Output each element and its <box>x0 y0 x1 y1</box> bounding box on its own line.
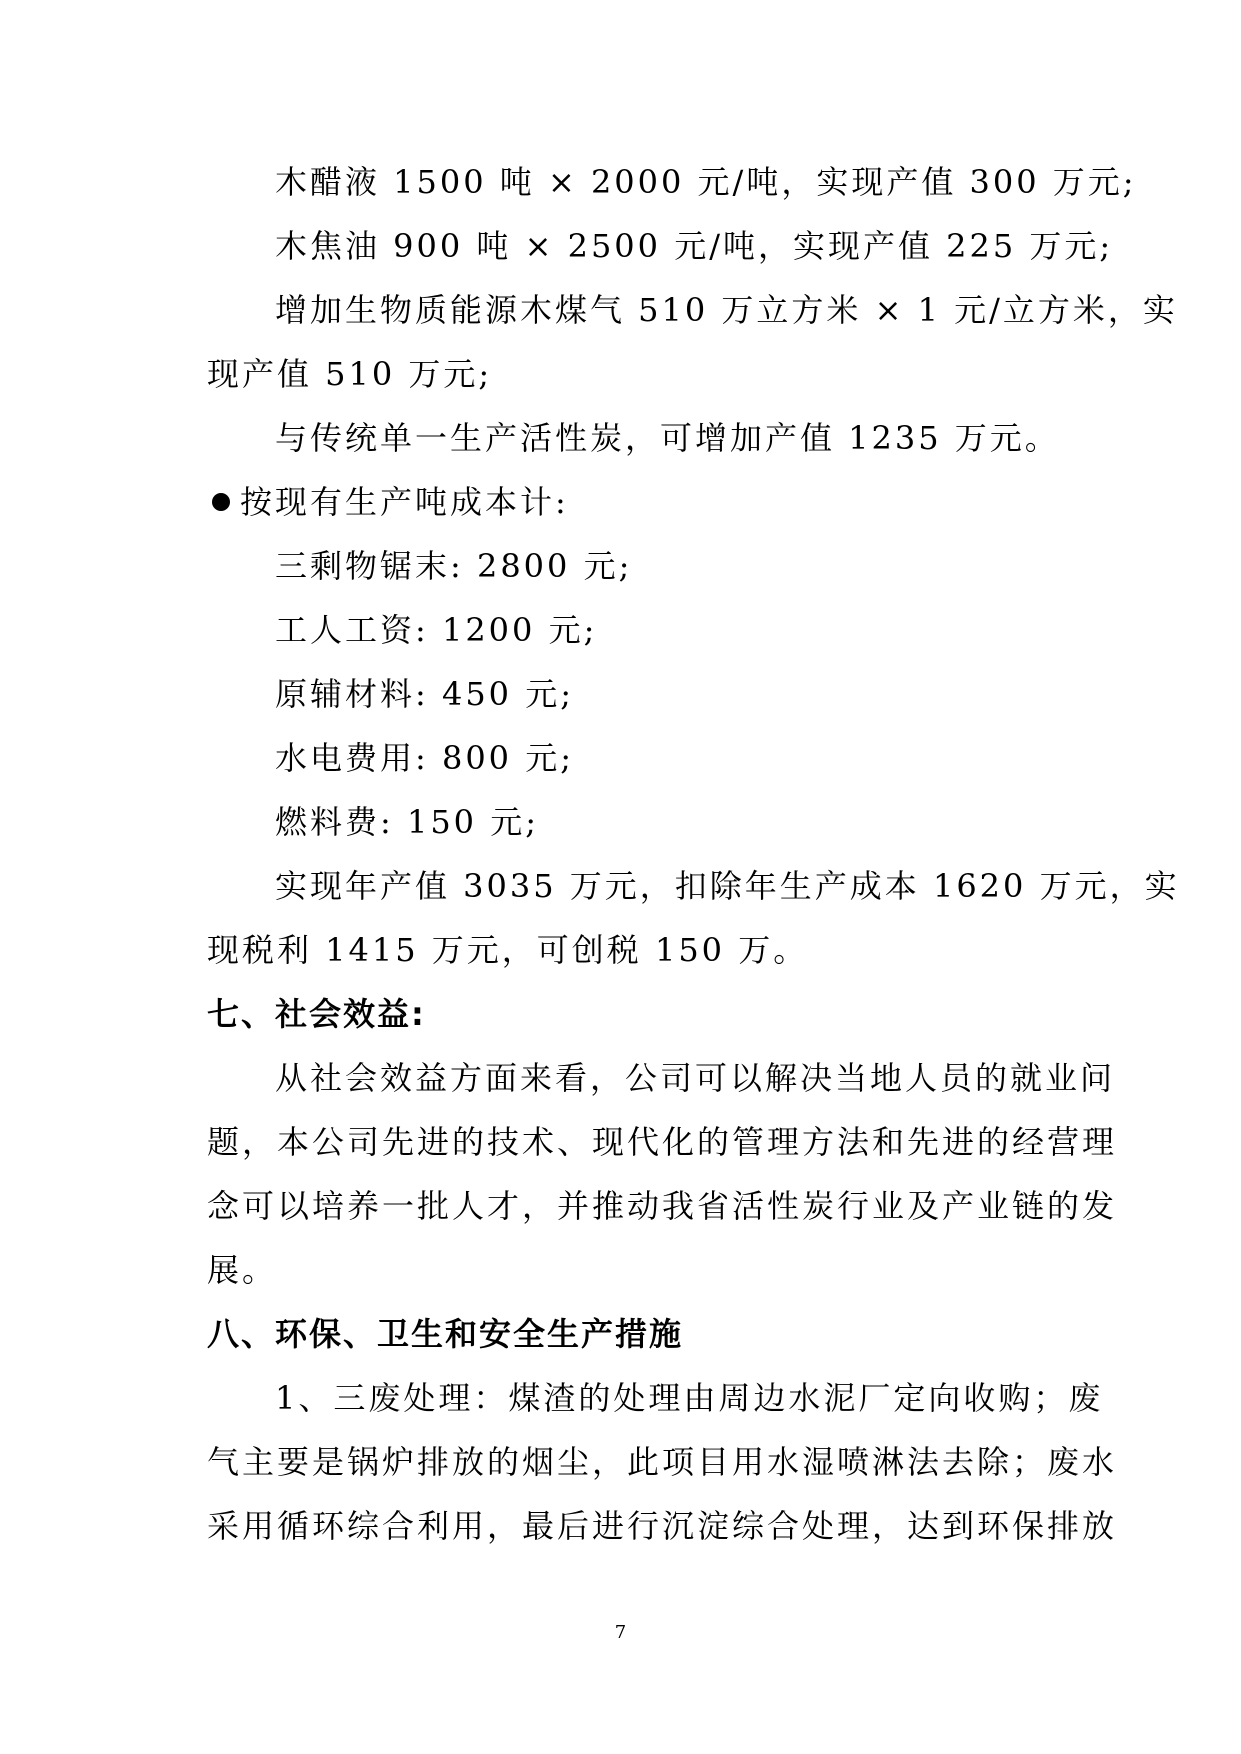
page-number: 7 <box>614 1622 627 1643</box>
cost-line: 原辅材料: 450 元; <box>275 675 574 713</box>
section-heading: 八、环保、卫生和安全生产措施 <box>207 1315 684 1353</box>
text-line: 气主要是锅炉排放的烟尘，此项目用水湿喷淋法去除；废水 <box>207 1443 1118 1481</box>
text-line: 增加生物质能源木煤气 510 万立方米 × 1 元/立方米，实 <box>275 291 1178 329</box>
cost-line: 工人工资: 1200 元; <box>275 611 598 649</box>
cost-line: 水电费用: 800 元; <box>275 739 574 777</box>
text-line: 1、三废处理：煤渣的处理由周边水泥厂定向收购；废 <box>275 1379 1104 1417</box>
text-line: 木焦油 900 吨 × 2500 元/吨，实现产值 225 万元; <box>275 227 1114 265</box>
section-heading: 七、社会效益: <box>207 995 426 1033</box>
bullet-icon <box>212 493 230 511</box>
text-line: 念可以培养一批人才，并推动我省活性炭行业及产业链的发 <box>207 1187 1118 1225</box>
text-line: 现税利 1415 万元，可创税 150 万。 <box>207 931 809 969</box>
bullet-text: 按现有生产吨成本计: <box>240 483 569 521</box>
cost-line: 燃料费: 150 元; <box>275 803 539 841</box>
cost-line: 三剩物锯末: 2800 元; <box>275 547 633 585</box>
text-line: 木醋液 1500 吨 × 2000 元/吨，实现产值 300 万元; <box>275 163 1137 201</box>
text-line: 从社会效益方面来看，公司可以解决当地人员的就业问 <box>275 1059 1116 1097</box>
text-line: 实现年产值 3035 万元，扣除年生产成本 1620 万元，实 <box>275 867 1180 905</box>
text-line: 现产值 510 万元; <box>207 355 493 393</box>
text-line: 题，本公司先进的技术、现代化的管理方法和先进的经营理 <box>207 1123 1118 1161</box>
bullet-item <box>212 482 569 522</box>
text-line: 展。 <box>207 1251 278 1289</box>
text-line: 与传统单一生产活性炭，可增加产值 1235 万元。 <box>275 419 1060 457</box>
text-line: 采用循环综合利用，最后进行沉淀综合处理，达到环保排放 <box>207 1507 1118 1545</box>
